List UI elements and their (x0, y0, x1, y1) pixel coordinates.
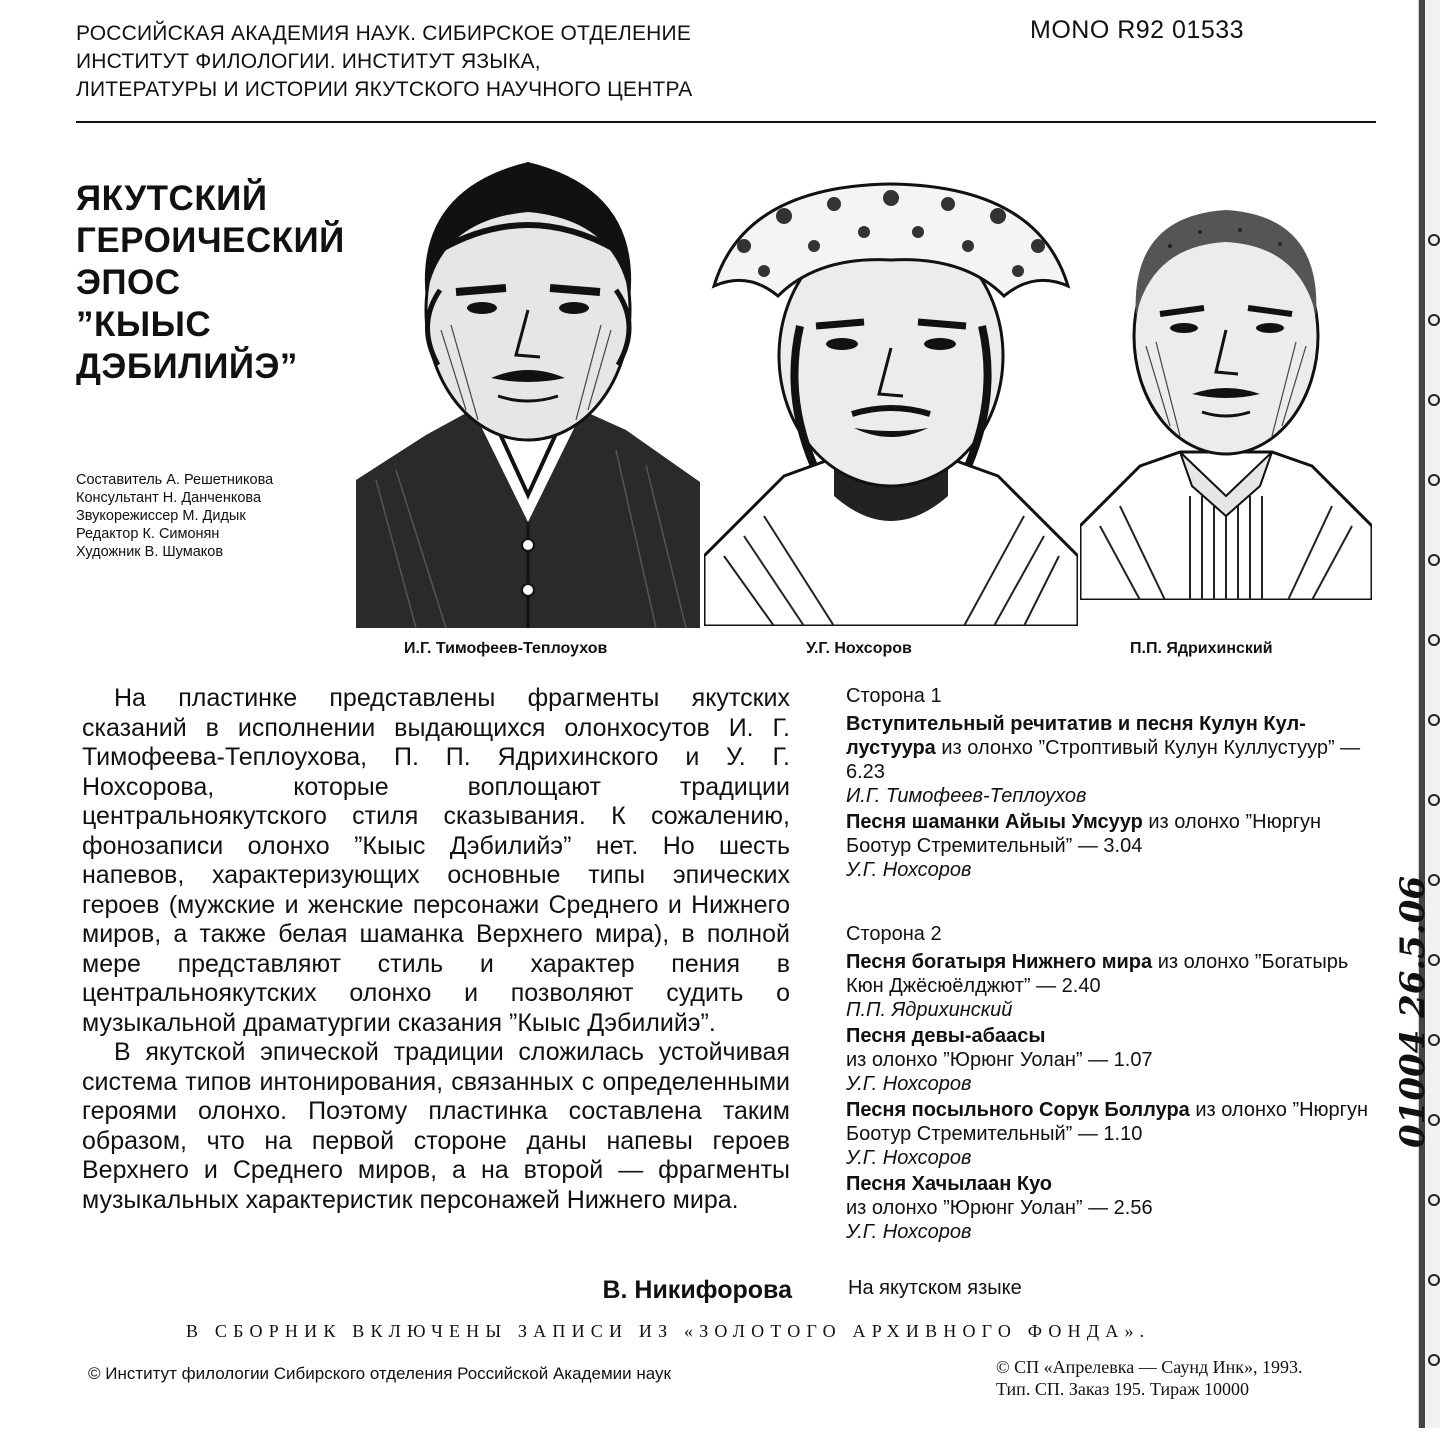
portrait-caption-nokhsorov: У.Г. Нохсоров (806, 640, 912, 657)
album-description (82, 684, 790, 1215)
title-line-1: ЯКУТСКИЙ (76, 179, 268, 218)
track-performer: У.Г. Нохсоров (846, 1147, 972, 1169)
track-item (846, 712, 1386, 808)
description-paragraph-2: В якутской эпической традиции сложилась устойчивая система типов интонирования, связанных с определенными героями олонхо. Поэтому пластинка составлена таким образом, что на первой стороне даны напевы героев Верхнего и Среднего миров, а на второй — фрагменты музыкальных характеристик персонажей Нижнего мира. (82, 1038, 790, 1214)
copyright-institute: © Институт филологии Сибирского отделения Российской Академии наук (88, 1364, 671, 1383)
credit-editor: Редактор К. Симонян (76, 526, 220, 542)
portrait-caption-timofeev: И.Г. Тимофеев-Теплоухов (404, 640, 608, 657)
track-title: Песня девы-абаасы (846, 1025, 1046, 1047)
track-title: Песня шаманки Айыы Умсуур (846, 811, 1143, 833)
track-performer: У.Г. Нохсоров (846, 859, 972, 881)
swirl-border-ornament (1419, 0, 1440, 1428)
track-source: из олонхо ”Юрюнг Уолан” — 2.56 (846, 1197, 1153, 1219)
credit-compiler: Составитель А. Решетникова (76, 472, 274, 488)
track-performer: И.Г. Тимофеев-Теплоухов (846, 785, 1087, 807)
track-item (846, 1172, 1386, 1244)
title-line-3: ЭПОС (76, 263, 181, 302)
title-line-5: ДЭБИЛИЙЭ” (76, 347, 298, 386)
album-title (76, 178, 345, 388)
track-item (846, 810, 1386, 882)
tracklist (846, 684, 1386, 1244)
track-performer: П.П. Ядрихинский (846, 999, 1013, 1021)
track-title: Песня богатыря Нижнего мира (846, 951, 1153, 973)
track-title: Песня посыльного Сорук Боллура (846, 1099, 1190, 1121)
track-title: Песня Хачылаан Куо (846, 1173, 1052, 1195)
scan-edge (1418, 0, 1440, 1428)
credits-list (76, 471, 273, 561)
archive-note: В СБОРНИК ВКЛЮЧЕНЫ ЗАПИСИ ИЗ «ЗОЛОТОГО АРХИВНОГО ФОНДА». (186, 1321, 1151, 1341)
header-line-3: ЛИТЕРАТУРЫ И ИСТОРИИ ЯКУТСКОГО НАУЧНОГО ЦЕНТРА (76, 78, 693, 101)
track-source: из олонхо ”Строптивый Кулун Куллустуур” — 6.23 (846, 737, 1361, 783)
track-source: из олонхо ”Нюргун Боотур Стремительный” — 1.10 (846, 1099, 1369, 1145)
track-source: из олонхо ”Юрюнг Уолан” — 1.07 (846, 1049, 1153, 1071)
track-source: из олонхо ”Нюргун Боотур Стремительный” — 3.04 (846, 811, 1322, 857)
track-item (846, 950, 1386, 1022)
copyright-publisher-line-2: Тип. СП. Заказ 195. Тираж 10000 (996, 1379, 1250, 1399)
header-line-1: РОССИЙСКАЯ АКАДЕМИЯ НАУК. СИБИРСКОЕ ОТДЕЛЕНИЕ (76, 22, 692, 45)
track-performer: У.Г. Нохсоров (846, 1073, 972, 1095)
title-line-2: ГЕРОИЧЕСКИЙ (76, 221, 345, 260)
publisher-header (76, 20, 692, 104)
handwritten-inventory-note (1384, 812, 1440, 1152)
side-2-label: Сторона 2 (846, 923, 942, 945)
credit-sound-engineer: Звукорежиссер М. Дидык (76, 508, 246, 524)
description-paragraph-1: На пластинке представлены фрагменты якутских сказаний в исполнении выдающихся олонхосутов И. Г. Тимофеева-Теплоухова, П. П. Ядрихинского и У. Г. Нохсорова, которые воплощают традиции центральноякутского стиля сказывания. К сожалению, фонозаписи олонхо ”Кыыс Дэбилийэ” нет. Но шесть напевов, характеризующих основные типы эпических героев (мужские и женские персонажи Среднего и Нижнего миров, а также белая шаманка Верхнего мира), в полной мере представляют стиль и характер пения в центральноякутских олонхо и позволяют судить о музыкальной драматургии сказания ”Кыыс Дэбилийэ”. (82, 684, 790, 1037)
copyright-publisher (996, 1356, 1302, 1400)
side-1-label: Сторона 1 (846, 685, 942, 707)
title-line-4: ”КЫЫС (76, 305, 212, 344)
credit-artist: Художник В. Шумаков (76, 544, 224, 560)
handwritten-note-text: 01004 26.5.06 (1393, 875, 1433, 1148)
catalog-number: MONO R92 01533 (1030, 16, 1245, 44)
track-performer: У.Г. Нохсоров (846, 1221, 972, 1243)
portrait-nokhsorov-illustration (704, 176, 1078, 626)
header-line-2: ИНСТИТУТ ФИЛОЛОГИИ. ИНСТИТУТ ЯЗЫКА, (76, 50, 541, 73)
language-note: На якутском языке (848, 1277, 1022, 1299)
track-title: Вступительный речитатив и песня Кулун Куллустуура (846, 713, 1306, 759)
portrait-caption-yadrikhinsky: П.П. Ядрихинский (1130, 640, 1273, 657)
header-divider (76, 121, 1376, 123)
description-author: В. Никифорова (602, 1276, 792, 1304)
copyright-publisher-line-1: © СП «Апрелевка — Саунд Инк», 1993. (996, 1357, 1303, 1377)
credit-consultant: Консультант Н. Данченкова (76, 490, 262, 506)
portrait-timofeev-illustration (356, 150, 700, 628)
portrait-yadrikhinsky-illustration (1080, 196, 1372, 600)
track-item (846, 1098, 1386, 1170)
track-source: из олонхо ”Богатырь Кюн Джёсюёлджют” — 2.40 (846, 951, 1349, 997)
track-item (846, 1024, 1386, 1096)
